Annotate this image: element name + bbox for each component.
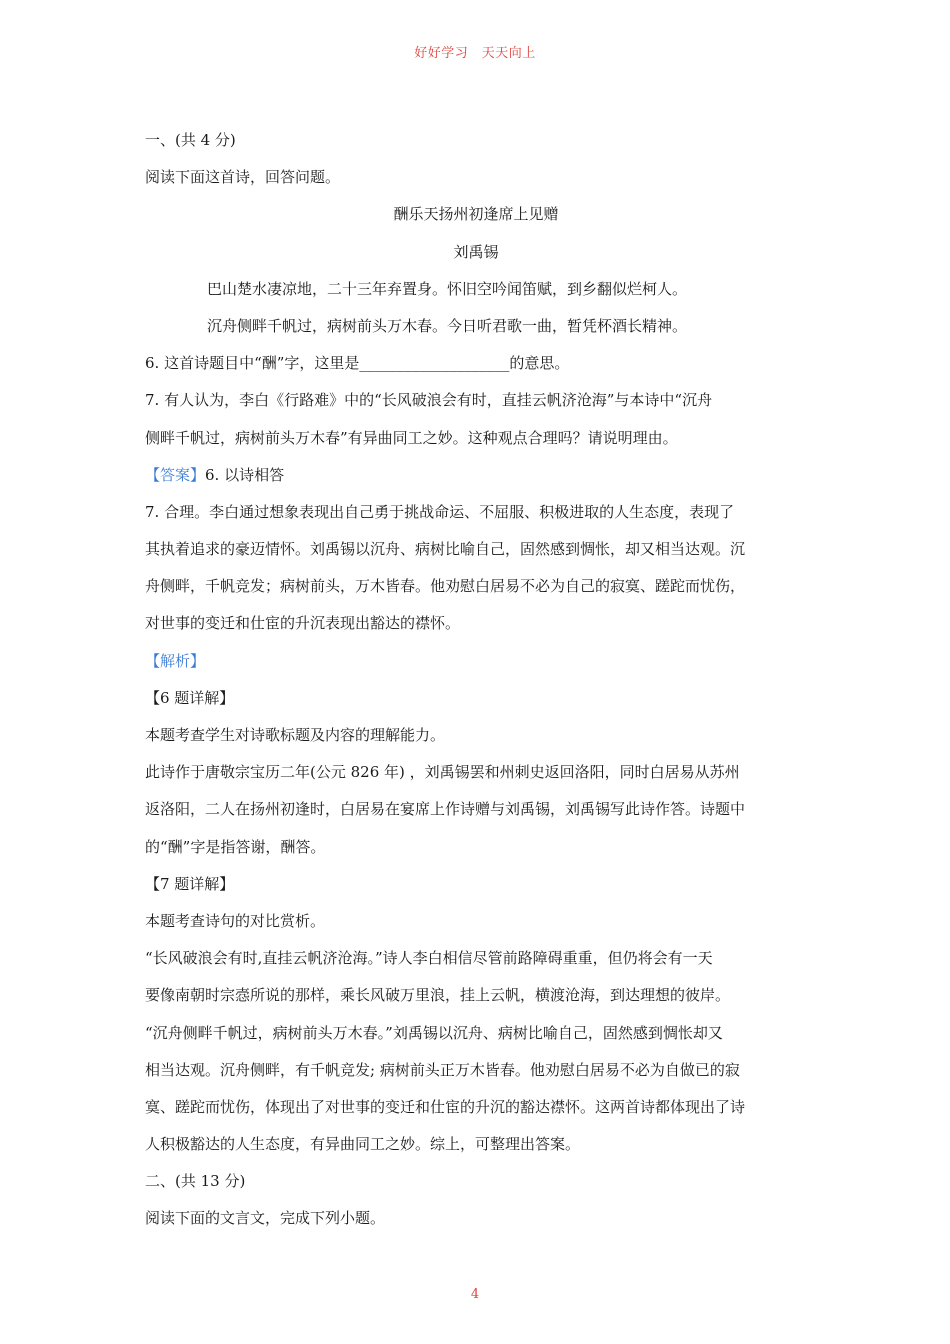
detail-6-line-4: 的“酬”字是指答谢，酬答。 (145, 837, 326, 856)
question-7-line-1: 7. 有人认为，李白《行路难》中的“长风破浪会有时，直挂云帆济沧海”与本诗中“沉舟 (145, 391, 713, 410)
answer-7-line-3: 舟侧畔，千帆竞发；病树前头，万木皆春。他劝慰白居易不必为自己的寂寞、蹉跎而忧伤， (145, 577, 746, 596)
detail-6-tag: 【6 题详解】 (145, 688, 235, 707)
answer-tag: 【答案】 (145, 465, 206, 484)
question-6: 6. 这首诗题目中“酬”字，这里是____________________的意思。 (145, 354, 570, 373)
analysis-tag: 【解析】 (145, 651, 206, 670)
question-7-line-2: 侧畔千帆过，病树前头万木春”有异曲同工之妙。这种观点合理吗？请说明理由。 (145, 428, 678, 447)
poem-line-1: 巴山楚水凄凉地，二十三年弃置身。怀旧空吟闻笛赋，到乡翻似烂柯人。 (207, 279, 688, 298)
answer-6: 6. 以诗相答 (205, 465, 285, 484)
detail-6-line-3: 返洛阳，二人在扬州初逢时，白居易在宴席上作诗赠与刘禹锡，刘禹锡写此诗作答。诗题中 (145, 800, 746, 819)
poem-author: 刘禹锡 (453, 242, 499, 261)
section1-heading: 一、(共 4 分) (145, 131, 236, 149)
detail-7-line-2: “长风破浪会有时,直挂云帆济沧海。”诗人李白相信尽管前路障碍重重，但仍将会有一天 (145, 949, 713, 968)
detail-7-line-3: 要像南朝时宗悫所说的那样，乘长风破万里浪，挂上云帆，横渡沧海，到达理想的彼岸。 (145, 986, 731, 1005)
section1-instruction: 阅读下面这首诗，回答问题。 (145, 168, 341, 187)
answer-7-line-1: 7. 合理。李白通过想象表现出自己勇于挑战命运、不屈服、积极进取的人生态度，表现了 (145, 502, 735, 521)
detail-6-line-1: 本题考查学生对诗歌标题及内容的理解能力。 (145, 726, 446, 744)
section2-instruction: 阅读下面的文言文，完成下列小题。 (145, 1209, 386, 1228)
detail-7-line-4: “沉舟侧畔千帆过，病树前头万木春。”刘禹锡以沉舟、病树比喻自己，固然感到惆怅却又 (145, 1023, 723, 1042)
detail-7-line-7: 人积极豁达的人生态度，有异曲同工之妙。综上，可整理出答案。 (145, 1135, 581, 1154)
page-number: 4 (470, 1287, 480, 1302)
document-body (145, 122, 807, 1238)
detail-7-line-5: 相当达观。沉舟侧畔，有千帆竞发; 病树前头正万木皆春。他劝慰白居易不必为自做已的寂 (145, 1060, 740, 1079)
section2-heading: 二、(共 13 分) (145, 1172, 246, 1191)
poem-line-2: 沉舟侧畔千帆过，病树前头万木春。今日听君歌一曲，暂凭杯酒长精神。 (207, 316, 688, 335)
detail-7-line-6: 寞、蹉跎而忧伤，体现出了对世事的变迁和仕宦的升沉的豁达襟怀。这两首诗都体现出了诗 (145, 1097, 746, 1116)
poem-title: 酬乐天扬州初逢席上见赠 (393, 205, 559, 224)
detail-6-line-2: 此诗作于唐敬宗宝历二年(公元 826 年) ，刘禹锡罢和州刺史返回洛阳，同时白居易从苏州 (145, 763, 740, 782)
page-header: 好好学习 天天向上 (414, 46, 536, 61)
detail-7-tag: 【7 题详解】 (145, 874, 235, 893)
answer-6-line (145, 457, 807, 494)
detail-7-line-1: 本题考查诗句的对比赏析。 (145, 911, 326, 930)
answer-7-line-4: 对世事的变迁和仕宦的升沉表现出豁达的襟怀。 (145, 614, 461, 633)
answer-7-line-2: 其执着追求的豪迈情怀。刘禹锡以沉舟、病树比喻自己，固然感到惆怅，却又相当达观。沉 (145, 540, 746, 559)
